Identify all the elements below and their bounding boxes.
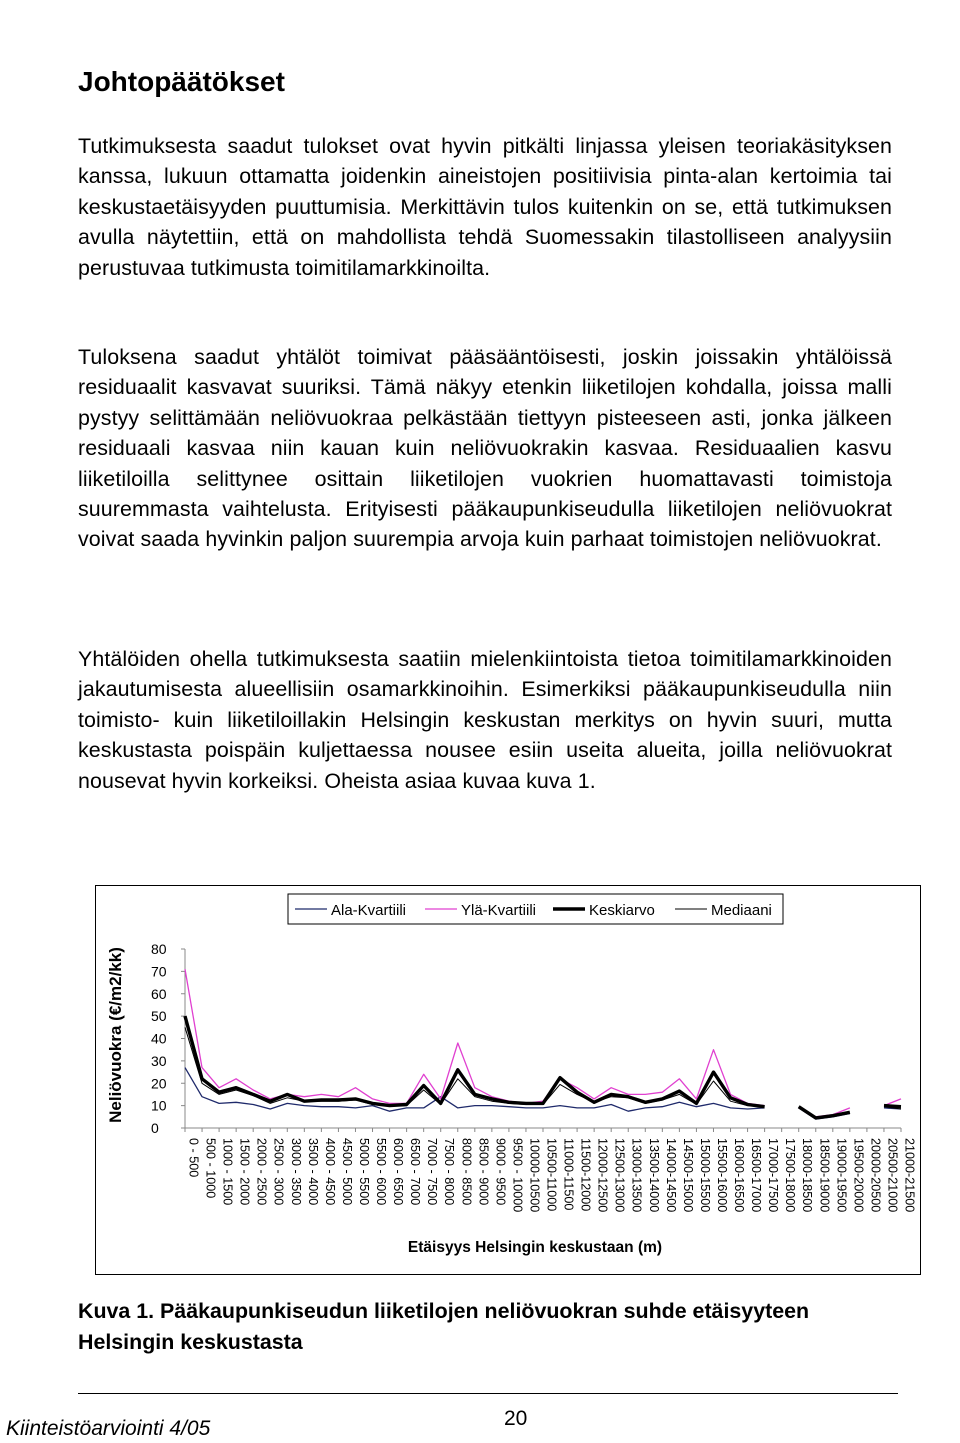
x-tick-label: 4000 - 4500 bbox=[322, 1138, 337, 1206]
x-tick-label: 2500 - 3000 bbox=[271, 1138, 286, 1206]
x-axis-label: Etäisyys Helsingin keskustaan (m) bbox=[407, 1239, 663, 1256]
x-tick-label: 0 - 500 bbox=[186, 1138, 201, 1178]
x-tick-label: 4500 - 5000 bbox=[339, 1138, 354, 1206]
x-tick-label: 3000 - 3500 bbox=[288, 1138, 303, 1206]
x-tick-label: 20500-21000 bbox=[885, 1138, 900, 1213]
x-tick-label: 7500 - 8000 bbox=[442, 1138, 457, 1206]
x-tick-label: 1000 - 1500 bbox=[220, 1138, 235, 1206]
x-tick-label: 8000 - 8500 bbox=[459, 1138, 474, 1206]
x-tick-label: 9500 - 10000 bbox=[510, 1138, 525, 1213]
x-tick-label: 19500-20000 bbox=[851, 1138, 866, 1213]
y-tick-label: 0 bbox=[151, 1120, 159, 1136]
x-tick-label: 500 - 1000 bbox=[203, 1138, 218, 1199]
x-tick-label: 7000 - 7500 bbox=[425, 1138, 440, 1206]
x-tick-label: 14000-14500 bbox=[663, 1138, 678, 1213]
y-tick-label: 50 bbox=[151, 1008, 167, 1025]
x-tick-label: 16000-16500 bbox=[732, 1138, 747, 1213]
x-tick-label: 15000-15500 bbox=[697, 1138, 712, 1213]
x-tick-label: 10000-10500 bbox=[527, 1138, 542, 1213]
x-tick-label: 18500-19000 bbox=[817, 1138, 832, 1213]
x-tick-label: 11500-12000 bbox=[578, 1138, 593, 1212]
chart-frame bbox=[96, 886, 921, 1275]
legend-entry: Mediaani bbox=[711, 902, 772, 919]
x-tick-label: 12500-13000 bbox=[612, 1138, 627, 1213]
paragraph-1: Tutkimuksesta saadut tulokset ovat hyvin pitkälti linjassa yleisen teoriakäsityksen kanssa, lukuun ottamatta joidenkin aineistojen positiivisia pinta-alan kertoimia tai keskustaetäisyyden puuttumisia. Merkittävin tulos kuitenkin on se, että tutkimuksen avulla näytettiin, että on mahdollista tehdä Suomessakin tilastolliseen analyysiin perustuvaa tutkimusta toimitilamarkkinoilta. bbox=[78, 134, 892, 280]
y-tick-label: 70 bbox=[151, 963, 167, 980]
x-tick-label: 13500-14000 bbox=[646, 1138, 661, 1213]
y-tick-label: 20 bbox=[151, 1075, 167, 1092]
x-tick-label: 8500 - 9000 bbox=[476, 1138, 491, 1206]
x-tick-label: 19000-19500 bbox=[834, 1138, 849, 1213]
x-tick-label: 5500 - 6000 bbox=[374, 1138, 389, 1206]
x-tick-label: 3500 - 4000 bbox=[305, 1138, 320, 1206]
legend-entry: Ala-Kvartiili bbox=[331, 902, 407, 919]
x-tick-label: 10500-11000 bbox=[544, 1138, 559, 1212]
x-tick-label: 21000-21500 bbox=[902, 1138, 917, 1213]
x-tick-label: 16500-17000 bbox=[749, 1138, 764, 1213]
publication-name: Kiinteistöarviointi 4/05 bbox=[6, 1417, 211, 1440]
paragraph-3: Yhtälöiden ohella tutkimuksesta saatiin mielenkiintoista tietoa toimitilamarkkinoiden jakautumisesta alueellisiin osamarkkinoihin. Esimerkiksi pääkaupunkiseudulla niin toimisto- kuin liiketiloillakin Helsingin keskustan merkitys on hyvin suuri, mutta keskustasta poispäin kuljettaessa nousee esiin useita alueita, joilla neliövuokrat nousevat hyvin korkeiksi. Oheista asiaa kuvaa kuva 1. bbox=[78, 647, 892, 793]
footer-divider bbox=[78, 1393, 898, 1394]
legend-entry: Ylä-Kvartiili bbox=[461, 902, 537, 919]
legend-entry: Keskiarvo bbox=[589, 902, 655, 919]
x-tick-label: 13000-13500 bbox=[629, 1138, 644, 1213]
x-tick-label: 6500 - 7000 bbox=[408, 1138, 423, 1206]
x-tick-label: 14500-15000 bbox=[680, 1138, 695, 1213]
y-tick-label: 80 bbox=[151, 941, 167, 957]
rent-distance-chart bbox=[95, 885, 921, 1275]
x-tick-label: 5000 - 5500 bbox=[356, 1138, 371, 1206]
x-tick-label: 1500 - 2000 bbox=[237, 1138, 252, 1206]
y-tick-label: 60 bbox=[151, 985, 167, 1002]
x-tick-label: 9000 - 9500 bbox=[493, 1138, 508, 1206]
x-tick-label: 11000-11500 bbox=[561, 1138, 576, 1211]
paragraph-2: Tuloksena saadut yhtälöt toimivat pääsääntöisesti, joskin joissakin yhtälöissä residuaalit kasvavat suuriksi. Tämä näkyy etenkin liiketilojen kohdalla, joissa malli pystyy selittämään neliövuokraa pelkästään tiettyyn pisteeseen asti, jonka jälkeen residuaali kasvaa niin kauan kuin neliövuokrakin kasvaa. Residuaalien kasvu liiketiloilla selittynee osittain liiketilojen vuokrien huomattavasti toimistoja suuremmasta vaihtelusta. Erityisesti pääkaupunkiseudulla liiketilojen neliövuokrat voivat saada hyvinkin paljon suurempia arvoja kuin parhaat toimistojen neliövuokrat. bbox=[78, 345, 892, 552]
section-heading: Johtopäätökset bbox=[78, 66, 285, 97]
y-tick-label: 30 bbox=[151, 1052, 167, 1069]
x-tick-label: 17500-18000 bbox=[783, 1138, 798, 1213]
x-tick-label: 15500-16000 bbox=[714, 1138, 729, 1213]
y-axis-label: Neliövuokra (€/m2/kk) bbox=[106, 947, 125, 1123]
page-number: 20 bbox=[504, 1407, 528, 1430]
y-tick-label: 10 bbox=[151, 1097, 167, 1114]
x-tick-label: 20000-20500 bbox=[868, 1138, 883, 1213]
figure-caption: Kuva 1. Pääkaupunkiseudun liiketilojen neliövuokran suhde etäisyyteen Helsingin keskustasta bbox=[78, 1299, 810, 1354]
x-tick-label: 2000 - 2500 bbox=[254, 1138, 269, 1206]
x-tick-label: 18000-18500 bbox=[800, 1138, 815, 1213]
chart-legend bbox=[288, 894, 783, 924]
x-tick-label: 17000-17500 bbox=[766, 1138, 781, 1213]
series-line bbox=[884, 1106, 901, 1107]
y-tick-label: 40 bbox=[151, 1030, 167, 1047]
x-tick-label: 12000-12500 bbox=[595, 1138, 610, 1213]
x-tick-label: 6000 - 6500 bbox=[391, 1138, 406, 1206]
x-axis bbox=[185, 1128, 917, 1212]
